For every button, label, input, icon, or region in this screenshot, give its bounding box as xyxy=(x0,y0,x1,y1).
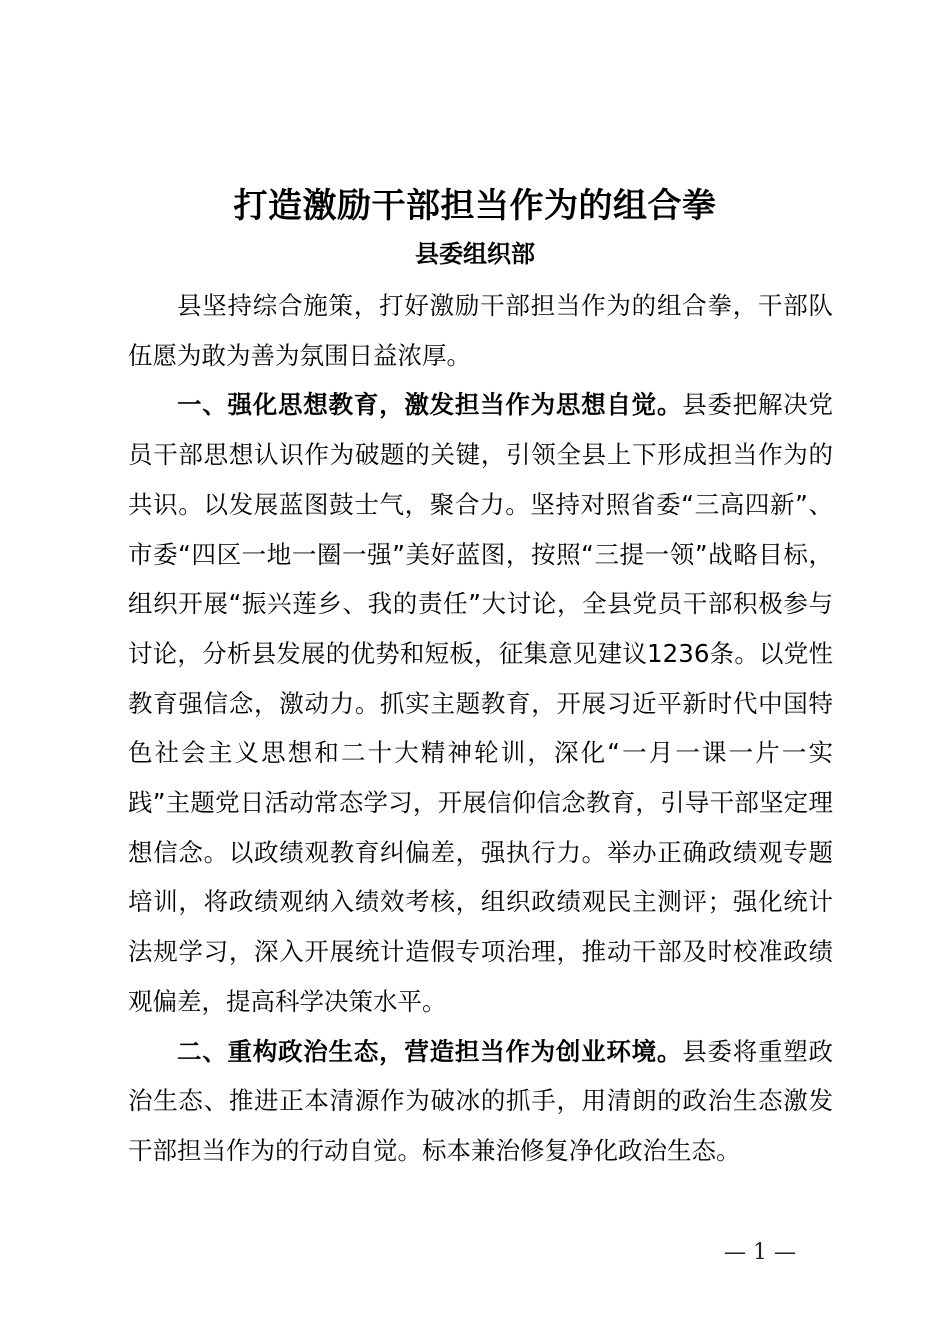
document-author: 县委组织部 xyxy=(415,240,535,268)
page-number: — 1 — xyxy=(724,1240,796,1265)
section-two-text: 县委将重塑政治生态、推进正本清源作为破冰的抓手，用清朗的政治生态激发干部担当作为的行动自觉。标本兼治修复净化政治生态。 xyxy=(128,1036,834,1165)
section-two-paragraph xyxy=(128,1027,833,1176)
section-one-heading: 一、强化思想教育，激发担当作为思想自觉。 xyxy=(177,390,683,420)
section-one-text: 县委把解决党员干部思想认识作为破题的关键，引领全县上下形成担当作为的共识。以发展蓝图鼓士气，聚合力。坚持对照省委“三高四新”、市委“四区一地一圈一强”美好蓝图，按照“三提一领”战略目标，组织开展“振兴莲乡、我的责任”大讨论，全县党员干部积极参与讨论，分析县发展的优势和短板，征集意见建议1236条。以党性教育强信念，激动力。抓实主题教育，开展习近平新时代中国特色社会主义思想和二十大精神轮训，深化“一月一课一片一实践”主题党日活动常态学习，开展信仰信念教育，引导干部坚定理想信念。以政绩观教育纠偏差，强执行力。举办正确政绩观专题培训，将政绩观纳入绩效考核，组织政绩观民主测评；强化统计法规学习，深入开展统计造假专项治理，推动干部及时校准政绩观偏差，提高科学决策水平。 xyxy=(128,390,834,1016)
intro-paragraph xyxy=(128,281,833,380)
intro-paragraph-text: 县坚持综合施策，打好激励干部担当作为的组合拳，干部队伍愿为敢为善为氛围日益浓厚。 xyxy=(128,291,833,370)
document-title: 打造激励干部担当作为的组合拳 xyxy=(233,186,717,226)
document-body xyxy=(128,281,833,1176)
section-one-paragraph xyxy=(128,380,833,1026)
section-two-heading: 二、重构政治生态，营造担当作为创业环境。 xyxy=(177,1036,683,1066)
